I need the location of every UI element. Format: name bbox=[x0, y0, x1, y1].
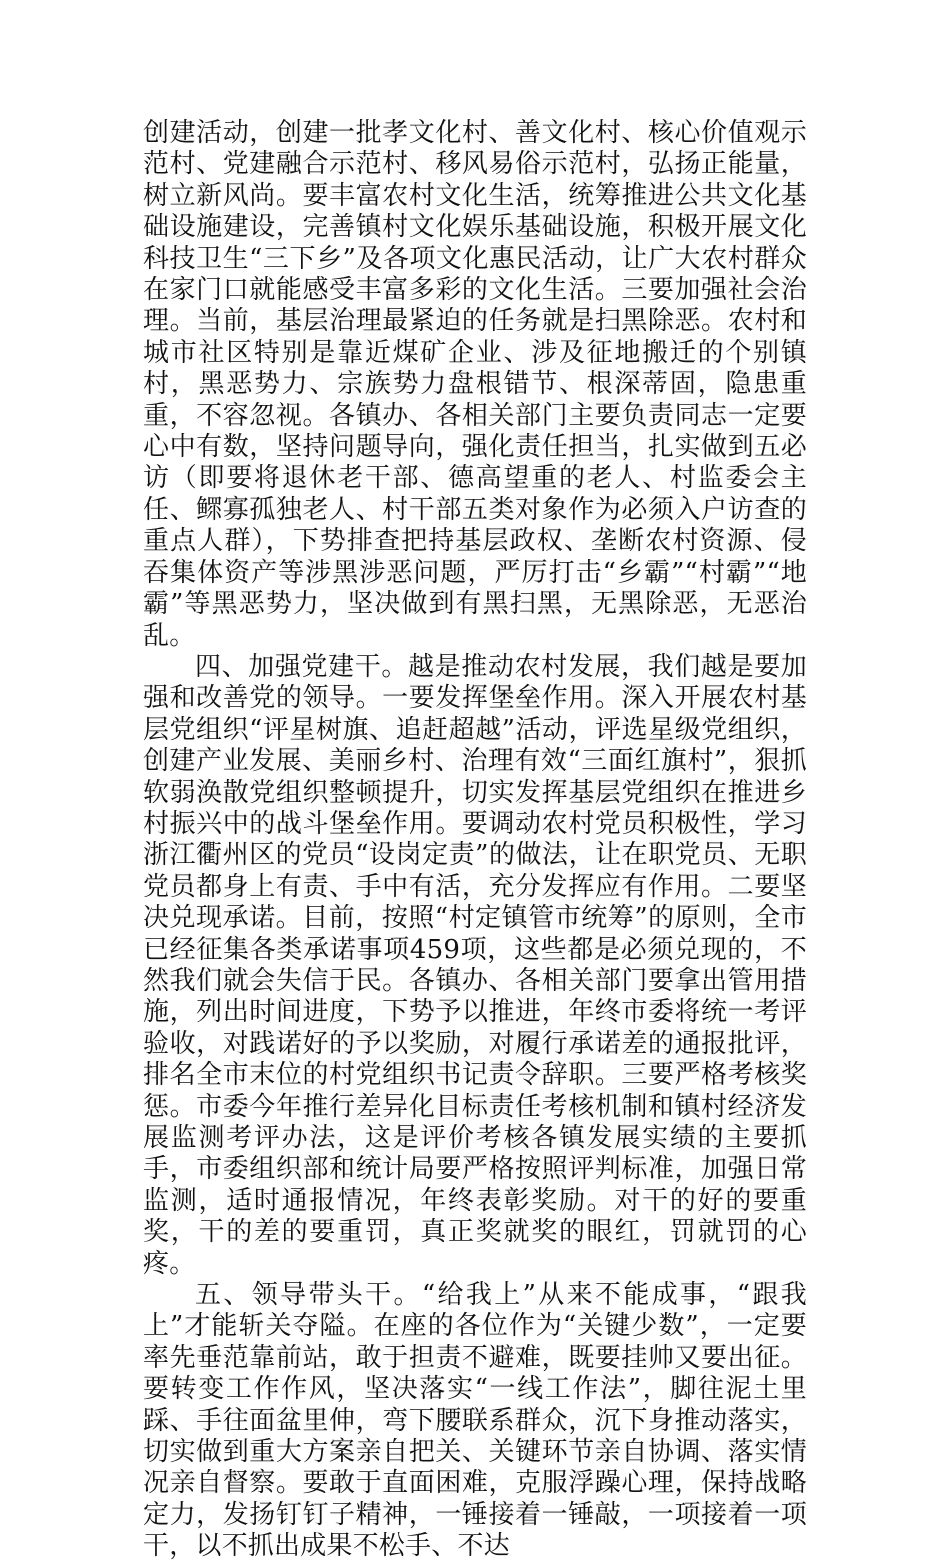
paragraph-section-five: 五、领导带头干。“给我上”从来不能成事，“跟我上”才能斩关夺隘。在座的各位作为“关键少数”，一定要率先垂范靠前站，敢于担责不避难，既要挂帅又要出征。要转变工作作风，坚决落实“一线工作法”，脚往泥土里踩、手往面盆里伸，弯下腰联系群众，沉下身推动落实，切实做到重大方案亲自把关、关键环节亲自协调、落实情况亲自督察。要敢于直面困难，克服浮躁心理，保持战略定力，发扬钉钉子精神，一锤接着一锤敲，一项接着一项干，以不抓出成果不松手、不达 bbox=[143, 1280, 807, 1562]
paragraph-section-four: 四、加强党建干。越是推动农村发展，我们越是要加强和改善党的领导。一要发挥堡垒作用。深入开展农村基层党组织“评星树旗、追赶超越”活动，评选星级党组织，创建产业发展、美丽乡村、治理有效“三面红旗村”，狠抓软弱涣散党组织整顿提升，切实发挥基层党组织在推进乡村振兴中的战斗堡垒作用。要调动农村党员积极性，学习浙江衢州区的党员“设岗定责”的做法，让在职党员、无职党员都身上有责、手中有活，充分发挥应有作用。二要坚决兑现承诺。目前，按照“村定镇管市统筹”的原则，全市已经征集各类承诺事项459项，这些都是必须兑现的，不然我们就会失信于民。各镇办、各相关部门要拿出管用措施，列出时间进度，下势予以推进，年终市委将统一考评验收，对践诺好的予以奖励，对履行承诺差的通报批评，排名全市末位的村党组织书记责令辞职。三要严格考核奖惩。市委今年推行差异化目标责任考核机制和镇村经济发展监测考评办法，这是评价考核各镇发展实绩的主要抓手，市委组织部和统计局要严格按照评判标准，加强日常监测，适时通报情况，年终表彰奖励。对干的好的要重奖，干的差的要重罚，真正奖就奖的眼红，罚就罚的心疼。 bbox=[143, 651, 807, 1279]
paragraph-continued: 创建活动，创建一批孝文化村、善文化村、核心价值观示范村、党建融合示范村、移风易俗示范村，弘扬正能量，树立新风尚。要丰富农村文化生活，统筹推进公共文化基础设施建设，完善镇村文化娱乐基础设施，积极开展文化科技卫生“三下乡”及各项文化惠民活动，让广大农村群众在家门口就能感受丰富多彩的文化生活。三要加强社会治理。当前，基层治理最紧迫的任务就是扫黑除恶。农村和城市社区特别是靠近煤矿企业、涉及征地搬迁的个别镇村，黑恶势力、宗族势力盘根错节、根深蒂固，隐患重重，不容忽视。各镇办、各相关部门主要负责同志一定要心中有数，坚持问题导向，强化责任担当，扎实做到五必访（即要将退休老干部、德高望重的老人、村监委会主任、鳏寡孤独老人、村干部五类对象作为必须入户访查的重点人群），下势排查把持基层政权、垄断农村资源、侵吞集体资产等涉黑涉恶问题，严厉打击“乡霸”“村霸”“地霸”等黑恶势力，坚决做到有黑扫黑，无黑除恶，无恶治乱。 bbox=[143, 118, 807, 651]
body-text bbox=[143, 118, 807, 1563]
